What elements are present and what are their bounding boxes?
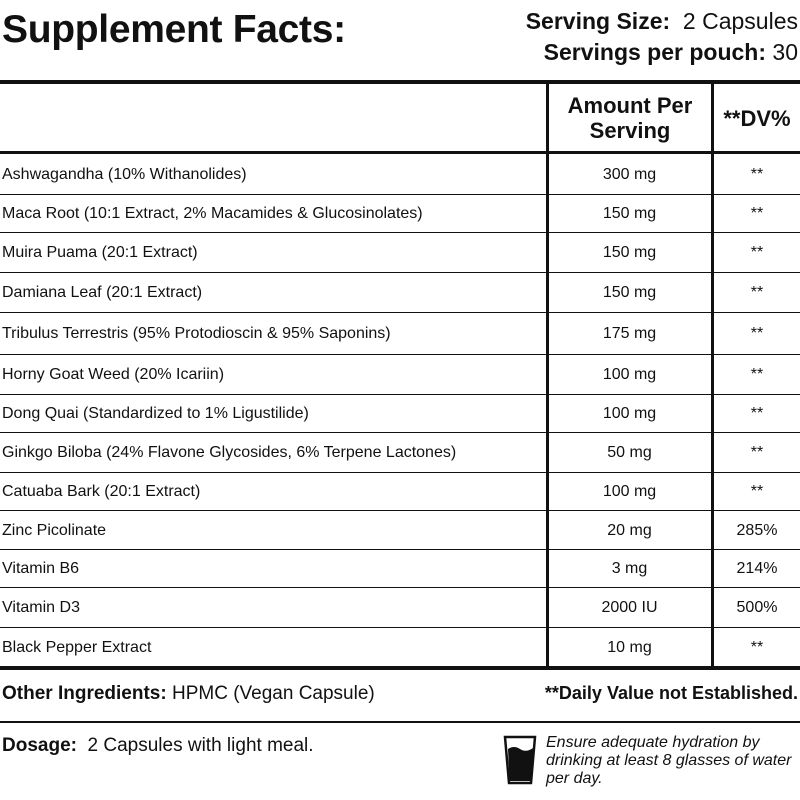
ingredient-amount: 100 mg bbox=[602, 405, 657, 422]
dosage bbox=[2, 735, 314, 757]
servings-per-value: 30 bbox=[772, 39, 798, 65]
ingredient-dv: 500% bbox=[736, 599, 778, 616]
ingredient-amount: 3 mg bbox=[611, 560, 648, 577]
ingredient-amount: 300 mg bbox=[602, 165, 657, 183]
ingredient-name: Black Pepper Extract bbox=[2, 638, 152, 656]
ingredient-name: Tribulus Terrestris (95% Protodioscin & 95% Saponins) bbox=[2, 325, 391, 342]
ingredient-amount: 2000 IU bbox=[601, 599, 658, 616]
other-ingredients-label: Other Ingredients: bbox=[2, 683, 167, 704]
column-header-dv: **DV% bbox=[723, 105, 791, 131]
ingredient-amount: 150 mg bbox=[602, 284, 657, 301]
table-row bbox=[0, 154, 800, 195]
serving-size-label: Serving Size: bbox=[525, 8, 671, 34]
ingredient-dv: ** bbox=[750, 366, 764, 383]
ingredient-dv: ** bbox=[750, 165, 764, 183]
table-row bbox=[0, 433, 800, 473]
footer-rule bbox=[0, 721, 800, 723]
servings-per-pouch bbox=[526, 37, 798, 68]
table-row bbox=[0, 195, 800, 233]
ingredient-name: Catuaba Bark (20:1 Extract) bbox=[2, 483, 201, 500]
ingredient-name: Ginkgo Biloba (24% Flavone Glycosides, 6% Terpene Lactones) bbox=[2, 444, 457, 461]
serving-size bbox=[526, 6, 798, 37]
ingredient-name: Damiana Leaf (20:1 Extract) bbox=[2, 284, 203, 301]
table-row bbox=[0, 588, 800, 628]
table-row bbox=[0, 628, 800, 667]
table-bottom-rule bbox=[0, 666, 800, 670]
dosage-value: 2 Capsules with light meal. bbox=[87, 735, 314, 756]
ingredient-name: Horny Goat Weed (20% Icariin) bbox=[2, 366, 225, 383]
ingredient-amount: 10 mg bbox=[607, 638, 652, 656]
ingredient-dv: ** bbox=[750, 405, 764, 422]
ingredient-amount: 50 mg bbox=[607, 444, 652, 461]
table-row bbox=[0, 355, 800, 395]
water-glass-icon bbox=[503, 735, 537, 785]
ingredient-dv: ** bbox=[750, 205, 764, 222]
serving-info bbox=[526, 6, 798, 68]
ingredient-dv: 214% bbox=[736, 560, 778, 577]
ingredient-name: Maca Root (10:1 Extract, 2% Macamides & Glucosinolates) bbox=[2, 205, 423, 222]
ingredient-amount: 150 mg bbox=[602, 205, 657, 222]
other-ingredients bbox=[2, 683, 375, 705]
ingredient-dv: ** bbox=[750, 284, 764, 301]
ingredient-amount: 100 mg bbox=[602, 483, 657, 500]
table-row bbox=[0, 233, 800, 273]
ingredient-dv: ** bbox=[750, 483, 764, 500]
ingredient-dv: ** bbox=[750, 638, 764, 656]
daily-value-note: **Daily Value not Established. bbox=[544, 683, 798, 703]
ingredient-amount: 150 mg bbox=[602, 244, 657, 261]
ingredient-amount: 100 mg bbox=[602, 366, 657, 383]
servings-per-label: Servings per pouch: bbox=[543, 39, 767, 65]
ingredient-name: Muira Puama (20:1 Extract) bbox=[2, 244, 198, 261]
ingredient-name: Vitamin D3 bbox=[2, 599, 80, 616]
hydration-note: Ensure adequate hydration by drinking at least 8 glasses of water per day. bbox=[546, 734, 792, 787]
table-row bbox=[0, 550, 800, 588]
ingredient-name: Ashwagandha (10% Withanolides) bbox=[2, 165, 247, 183]
table-row bbox=[0, 313, 800, 355]
column-header-amount: Amount Per Serving bbox=[567, 93, 693, 143]
ingredient-name: Vitamin B6 bbox=[2, 560, 80, 577]
dosage-label: Dosage: bbox=[2, 735, 77, 756]
ingredient-dv: ** bbox=[750, 325, 764, 342]
ingredient-amount: 20 mg bbox=[607, 521, 652, 539]
ingredient-dv: ** bbox=[750, 244, 764, 261]
table-row bbox=[0, 473, 800, 511]
ingredient-dv: 285% bbox=[736, 521, 778, 539]
table-row bbox=[0, 273, 800, 313]
table-row bbox=[0, 511, 800, 550]
ingredient-name: Dong Quai (Standardized to 1% Ligustilide) bbox=[2, 405, 309, 422]
ingredient-dv: ** bbox=[750, 444, 764, 461]
serving-size-value: 2 Capsules bbox=[682, 8, 798, 34]
page-title: Supplement Facts: bbox=[2, 8, 346, 51]
other-ingredients-value: HPMC (Vegan Capsule) bbox=[171, 683, 375, 704]
ingredient-amount: 175 mg bbox=[602, 325, 657, 342]
ingredient-name: Zinc Picolinate bbox=[2, 521, 107, 539]
table-row bbox=[0, 395, 800, 433]
